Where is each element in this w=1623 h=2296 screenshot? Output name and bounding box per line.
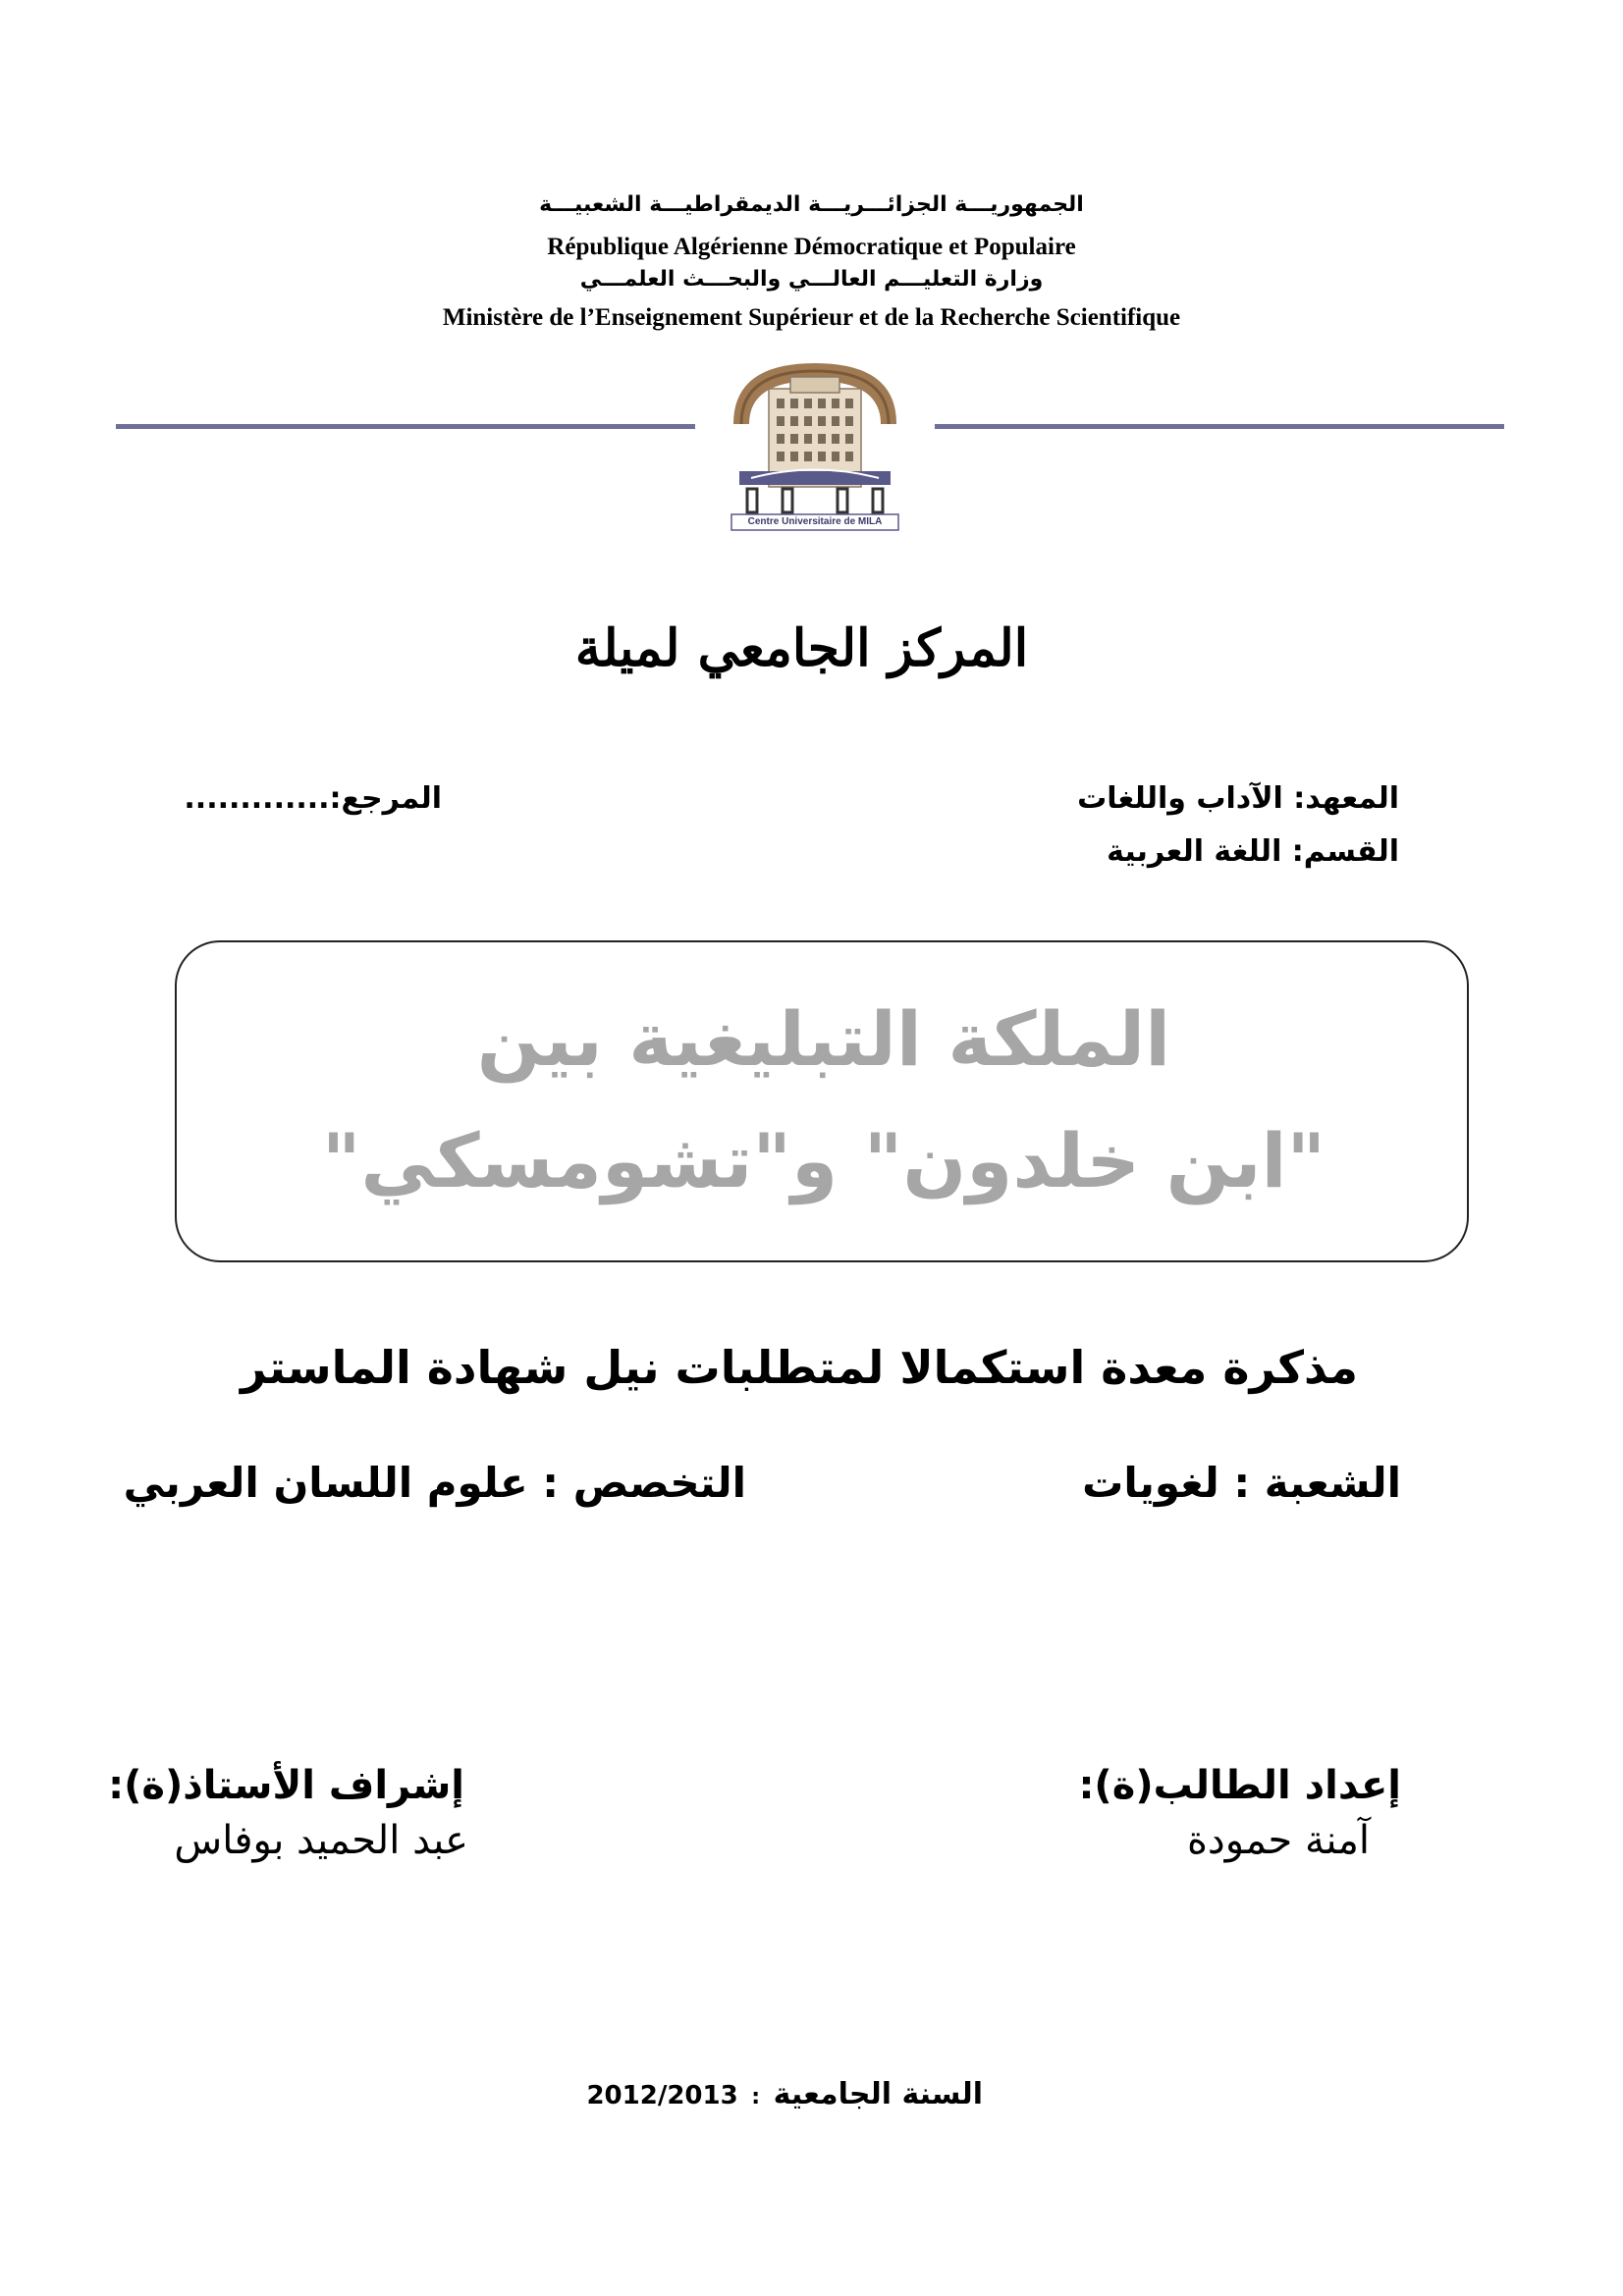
department-label: القسم: اللغة العربية bbox=[1107, 834, 1399, 869]
thesis-title-box bbox=[175, 940, 1469, 1262]
academic-year-separator: : bbox=[751, 2085, 761, 2109]
republic-french: République Algérienne Démocratique et Populaire bbox=[547, 234, 1076, 260]
specialty-label: التخصص : علوم اللسان العربي bbox=[123, 1459, 746, 1507]
institution-name: المركز الجامعي لميلة bbox=[574, 618, 1029, 678]
branch-label: الشعبة : لغويات bbox=[1082, 1459, 1401, 1507]
institute-label: المعهد: الآداب واللغات bbox=[1077, 781, 1399, 816]
student-name: آمنة حمودة bbox=[1186, 1818, 1370, 1863]
reference-label: المرجع:............. bbox=[184, 781, 442, 816]
academic-year bbox=[586, 2077, 983, 2111]
academic-year-label: السنة الجامعية bbox=[773, 2077, 983, 2111]
supervisor-name: عبد الحميد بوفاس bbox=[174, 1818, 468, 1863]
supervisor-label: إشراف الأستاذ(ة): bbox=[108, 1763, 464, 1808]
student-label: إعداد الطالب(ة): bbox=[1078, 1763, 1401, 1808]
academic-year-value: 2012/2013 bbox=[586, 2081, 738, 2110]
university-logo bbox=[722, 355, 908, 534]
thesis-title-line2: "ابن خلدون" و"تشومسكي" bbox=[321, 1117, 1326, 1204]
logo-caption: Centre Universitaire de MILA bbox=[747, 516, 883, 527]
header-rule-left bbox=[116, 424, 695, 429]
republic-arabic: الجمهوريـــة الجزائـــريـــة الديمقراطيـــة الشعبيـــة bbox=[539, 192, 1084, 217]
ministry-french: Ministère de l’Enseignement Supérieur et de la Recherche Scientifique bbox=[442, 304, 1181, 331]
header-rule-right bbox=[935, 424, 1504, 429]
thesis-title-line1: الملكة التبليغية بين bbox=[476, 995, 1171, 1083]
ministry-arabic: وزارة التعليـــم العالـــي والبحـــث العلمـــي bbox=[579, 267, 1044, 292]
university-building-logo-icon bbox=[722, 355, 908, 534]
thesis-subtitle: مذكرة معدة استكمالا لمتطلبات نيل شهادة الماستر bbox=[240, 1341, 1358, 1394]
